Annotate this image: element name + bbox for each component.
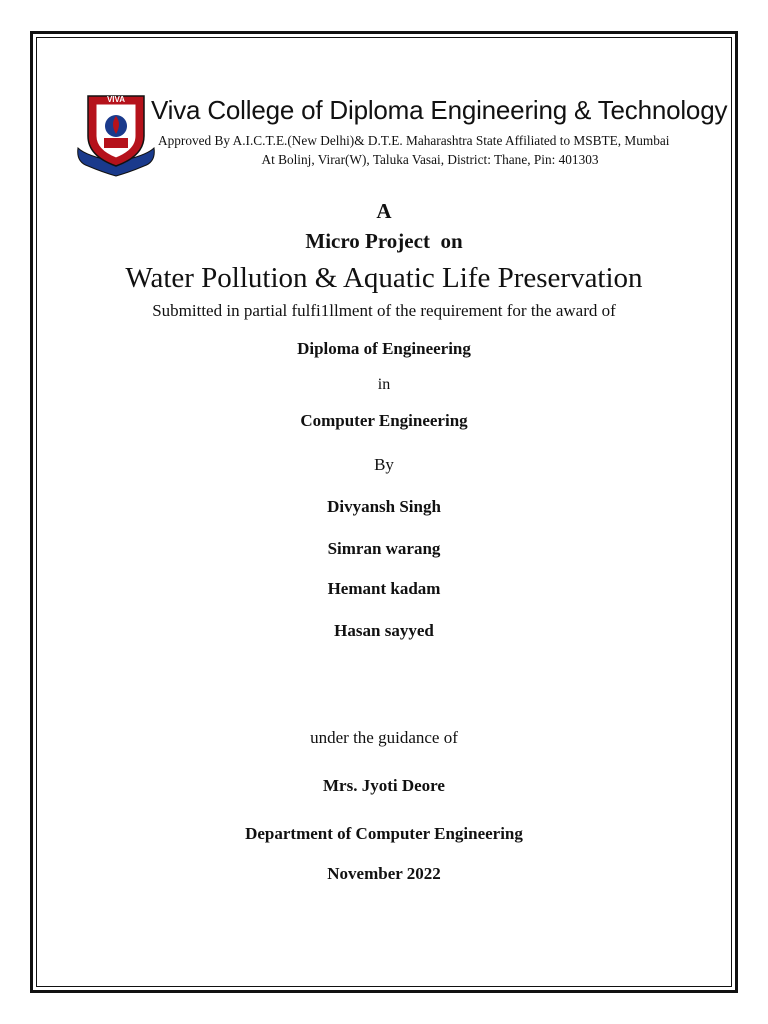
- approval-line: Approved By A.I.C.T.E.(New Delhi)& D.T.E. Maharashtra State Affiliated to MSBTE, Mumbai: [158, 133, 670, 148]
- submission-date: November 2022: [327, 864, 441, 883]
- branch: Computer Engineering: [300, 411, 468, 430]
- department: Department of Computer Engineering: [245, 824, 523, 843]
- student-name: Hemant kadam: [327, 579, 441, 598]
- by-word: By: [374, 455, 394, 474]
- college-logo: [74, 90, 158, 178]
- project-type: Micro Project on: [305, 229, 463, 253]
- degree: Diploma of Engineering: [297, 339, 471, 358]
- address-line: At Bolinj, Virar(W), Taluka Vasai, District: Thane, Pin: 401303: [261, 152, 599, 167]
- submission-line: Submitted in partial fulfi1llment of the requirement for the award of: [152, 301, 616, 320]
- guide-name: Mrs. Jyoti Deore: [323, 776, 445, 795]
- student-name: Divyansh Singh: [327, 497, 441, 516]
- logo-book: [104, 138, 128, 148]
- in-word: in: [377, 376, 391, 393]
- student-name: Simran warang: [327, 539, 441, 558]
- logo-text: VIVA: [106, 95, 126, 104]
- project-title: Water Pollution & Aquatic Life Preservation: [125, 262, 643, 294]
- cover-article: A: [376, 199, 392, 223]
- college-name: Viva College of Diploma Engineering & Technology: [151, 95, 728, 125]
- guidance-line: under the guidance of: [310, 728, 458, 747]
- student-name: Hasan sayyed: [334, 621, 434, 640]
